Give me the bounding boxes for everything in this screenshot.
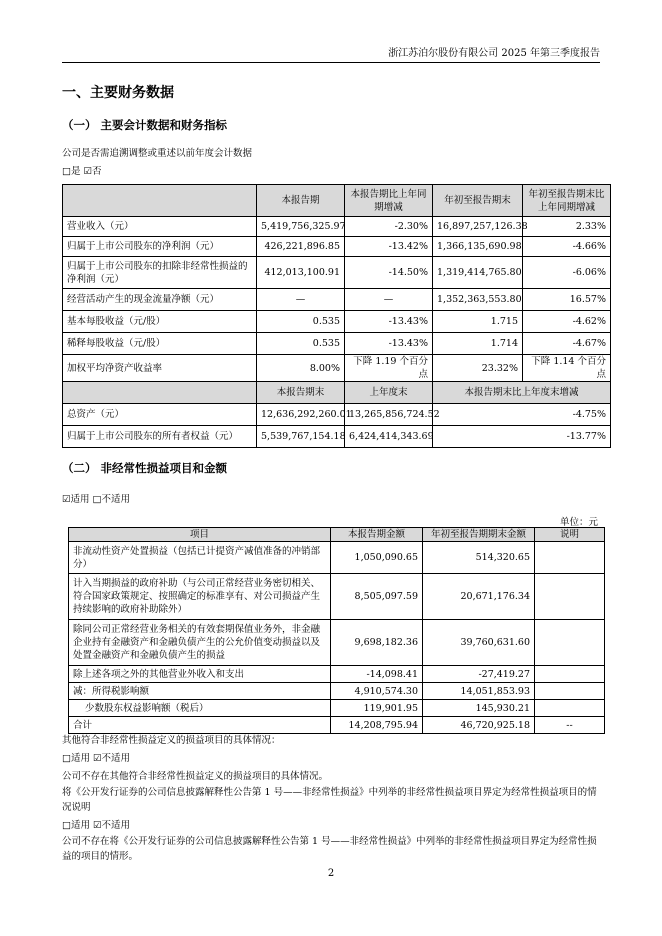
cell: 14,051,853.93 [423, 683, 535, 700]
cell: 1,319,414,765.80 [433, 257, 523, 289]
header-cell: 本报告期末比上年度末增减 [433, 382, 611, 404]
row-label: 经营活动产生的现金流量净额（元） [63, 289, 257, 311]
table-row [69, 700, 605, 717]
cell: -6.06% [523, 257, 611, 289]
cell: -14.50% [345, 257, 433, 289]
row-label: 总资产（元） [63, 404, 257, 426]
item-label: 少数股东权益影响额（税后） [69, 700, 331, 717]
cell: 145,930.21 [423, 700, 535, 717]
other-items-label: 其他符合非经常性损益定义的损益项目的具体情况： [62, 735, 281, 746]
cell: 8,505,097.59 [331, 574, 423, 620]
item-label: 非流动性资产处置损益（包括已计提资产减值准备的冲销部分） [69, 542, 331, 574]
cell [535, 683, 605, 700]
cell: 8.00% [257, 355, 345, 382]
row-label: 加权平均净资产收益率 [63, 355, 257, 382]
table-row [63, 217, 611, 237]
cell: 5,539,767,154.18 [257, 426, 345, 448]
header-cell: 本报告期比上年同期增减 [345, 185, 433, 217]
table-row-total [69, 717, 605, 734]
header-cell: 本报告期 [257, 185, 345, 217]
cell: 1,352,363,553.80 [433, 289, 523, 311]
cell: -13.43% [345, 311, 433, 333]
table-row [63, 404, 611, 426]
cell: 39,760,631.60 [423, 620, 535, 666]
header-cell: 本报告期末 [257, 382, 345, 404]
cell: -27,419.27 [423, 666, 535, 683]
item-label: 计入当期损益的政府补助（与公司正常经营业务密切相关、符合国家政策规定、按照确定的标准享有、对公司损益产生持续影响的政府补助除外） [69, 574, 331, 620]
cell [535, 666, 605, 683]
table-row [63, 257, 611, 289]
cell: 13,265,856,724.52 [345, 404, 433, 426]
page-header: 浙江苏泊尔股份有限公司 2025 年第三季度报告 [388, 48, 600, 59]
cell: 2.33% [523, 217, 611, 237]
cell: 6,424,414,343.69 [345, 426, 433, 448]
row-label: 营业收入（元） [63, 217, 257, 237]
subsection-title-2: （二） 非经常性损益项目和金额 [62, 461, 228, 475]
header-rule [62, 62, 600, 63]
cell [535, 574, 605, 620]
restate-answer: □是 ☑否 [62, 166, 102, 177]
cell: 23.32% [433, 355, 523, 382]
section-title: 一、主要财务数据 [62, 85, 174, 101]
cell: 16.57% [523, 289, 611, 311]
cell: 4,910,574.30 [331, 683, 423, 700]
cell: -2.30% [345, 217, 433, 237]
table-row [63, 355, 611, 382]
cell [535, 700, 605, 717]
header-cell: 本报告期金额 [331, 528, 423, 542]
cell: 46,720,925.18 [423, 717, 535, 734]
cell: -4.67% [523, 333, 611, 355]
cell: 16,897,257,126.38 [433, 217, 523, 237]
header-cell: 项目 [69, 528, 331, 542]
table-row [63, 311, 611, 333]
header-blank [63, 382, 257, 404]
defined-items-flag: □适用 ☑不适用 [62, 820, 131, 831]
restate-question: 公司是否需追溯调整或重述以前年度会计数据 [62, 148, 253, 159]
header-cell: 年初至报告期期末金额 [423, 528, 535, 542]
row-label: 归属于上市公司股东的净利润（元） [63, 237, 257, 257]
cell: -4.66% [523, 237, 611, 257]
defined-items-answer: 公司不存在将《公开发行证券的公司信息披露解释性公告第 1 号——非经常性损益》中列举的非经常性损益项目界定为经常性损益的项目的情形。 [62, 836, 597, 862]
item-label: 除上述各项之外的其他营业外收入和支出 [69, 666, 331, 683]
cell: — [257, 289, 345, 311]
cell: 20,671,176.34 [423, 574, 535, 620]
table-row [69, 666, 605, 683]
cell: -4.75% [433, 404, 611, 426]
cell: 0.535 [257, 333, 345, 355]
cell: 1.715 [433, 311, 523, 333]
cell: 412,013,100.91 [257, 257, 345, 289]
cell: 5,419,756,325.97 [257, 217, 345, 237]
cell: -13.77% [433, 426, 611, 448]
other-items-text: 公司不存在其他符合非经常性损益定义的损益项目的具体情况。 [62, 771, 329, 782]
table-row [69, 620, 605, 666]
cell: 下降 1.19 个百分点 [345, 355, 433, 382]
cell [535, 620, 605, 666]
cell: 下降 1.14 个百分点 [523, 355, 611, 382]
item-label: 减：所得税影响额 [69, 683, 331, 700]
table-row [63, 237, 611, 257]
cell: 1,050,090.65 [331, 542, 423, 574]
header-cell: 说明 [535, 528, 605, 542]
unit-label: 单位：元 [559, 517, 598, 528]
table-row [63, 426, 611, 448]
cell: 9,698,182.36 [331, 620, 423, 666]
header-cell: 年初至报告期末 [433, 185, 523, 217]
cell: -13.42% [345, 237, 433, 257]
cell: 119,901.95 [331, 700, 423, 717]
cell: -13.43% [345, 333, 433, 355]
row-label: 稀释每股收益（元/股） [63, 333, 257, 355]
table-row [69, 542, 605, 574]
item-label: 合计 [69, 717, 331, 734]
header-cell: 年初至报告期末比上年同期增减 [523, 185, 611, 217]
cell: -14,098.41 [331, 666, 423, 683]
cell [535, 542, 605, 574]
row-label: 归属于上市公司股东的扣除非经常性损益的净利润（元） [63, 257, 257, 289]
cell: — [345, 289, 433, 311]
cell: -- [535, 717, 605, 734]
item-label: 除同公司正常经营业务相关的有效套期保值业务外，非金融企业持有金融资产和金融负债产生的公允价值变动损益以及处置金融资产和金融负债产生的损益 [69, 620, 331, 666]
header-blank [63, 185, 257, 217]
row-label: 归属于上市公司股东的所有者权益（元） [63, 426, 257, 448]
other-items-flag: □适用 ☑不适用 [62, 753, 131, 764]
table-row [63, 289, 611, 311]
financial-data-table [62, 184, 611, 448]
header-cell: 上年度末 [345, 382, 433, 404]
table-row [69, 574, 605, 620]
table-row [69, 683, 605, 700]
cell: 0.535 [257, 311, 345, 333]
page-number: 2 [327, 868, 335, 879]
cell: 1.714 [433, 333, 523, 355]
non-recurring-table [68, 527, 605, 734]
subsection-title-1: （一） 主要会计数据和财务指标 [62, 118, 228, 132]
row-label: 基本每股收益（元/股） [63, 311, 257, 333]
cell: 514,320.65 [423, 542, 535, 574]
cell: 12,636,292,260.01 [257, 404, 345, 426]
cell: -4.62% [523, 311, 611, 333]
defined-items-text: 将《公开发行证券的公司信息披露解释性公告第 1 号——非经常性损益》中列举的非经常性损益项目界定为经常性损益项目的情况说明 [62, 787, 597, 813]
table-row [63, 333, 611, 355]
cell: 1,366,135,690.98 [433, 237, 523, 257]
cell: 14,208,795.94 [331, 717, 423, 734]
applicable-flag: ☑适用 □不适用 [62, 494, 131, 505]
cell: 426,221,896.85 [257, 237, 345, 257]
